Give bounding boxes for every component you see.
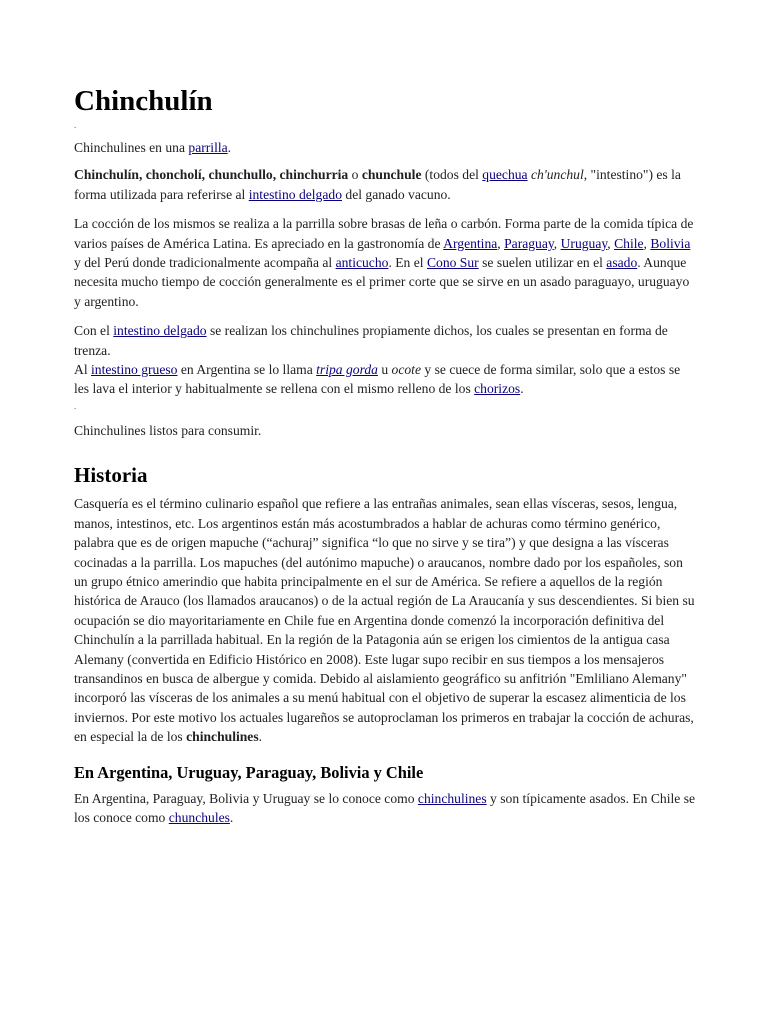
link-chile[interactable]: Chile	[614, 235, 644, 251]
link-argentina[interactable]: Argentina	[443, 235, 498, 251]
intro-paragraph	[74, 165, 696, 204]
text: (todos del	[421, 167, 483, 183]
link-intestino-delgado-2[interactable]: intestino delgado	[113, 323, 207, 339]
link-tripa-gorda[interactable]: tripa gorda	[316, 362, 378, 378]
text: y son típicamente asados. En Chile se los conoce como	[74, 790, 696, 825]
term-italic: ch'unchul	[531, 167, 584, 183]
text: en Argentina se lo llama	[177, 362, 317, 378]
text: Con el	[74, 323, 114, 339]
text: . En el	[388, 255, 427, 271]
article	[74, 84, 696, 837]
term-bold: chunchule	[361, 167, 422, 183]
image-caption-2: Chinchulines listos para consumir.	[74, 422, 262, 438]
page-title: Chinchulín	[74, 85, 213, 117]
section-heading-historia: Historia	[74, 463, 148, 488]
text: ,	[553, 235, 561, 251]
trenza-paragraph	[74, 321, 696, 399]
coccion-paragraph	[74, 214, 696, 311]
link-intestino-grueso[interactable]: intestino grueso	[91, 362, 178, 378]
term-bold: chinchulines	[186, 729, 259, 745]
term-italic: ocote	[391, 362, 421, 378]
text: .	[229, 809, 234, 825]
section-heading-paises: En Argentina, Uruguay, Paraguay, Bolivia y Chile	[74, 762, 424, 782]
text: . Aunque necesita mucho tiempo de cocción generalmente es el primer corte que se sirve en un asado paraguayo, uruguayo y argentino.	[74, 255, 690, 309]
text: .	[520, 381, 524, 397]
text: y del Perú donde tradicionalmente acompaña al	[74, 255, 336, 271]
link-cono-sur[interactable]: Cono Sur	[426, 255, 479, 271]
text: ,	[497, 235, 505, 251]
text: La cocción de los mismos se realiza a la parrilla sobre brasas de leña o carbón. Forma parte de la comida típica de varios países de América Latina. Es apreciado en la gastronomía de	[74, 216, 694, 251]
link-uruguay[interactable]: Uruguay	[560, 235, 608, 251]
link-chorizos[interactable]: chorizos	[474, 381, 521, 397]
caption-text: Chinchulines en una	[74, 140, 189, 155]
link-quechua[interactable]: quechua	[482, 167, 528, 183]
text: y se cuece de forma similar, solo que a estos se les lava el interior y habitualmente se rellena con el mismo relleno de los	[74, 362, 681, 397]
image-placeholder-mark: .	[74, 400, 77, 411]
link-chunchules[interactable]: chunchules	[168, 809, 230, 825]
text: , "intestino") es la forma utilizada para referirse al	[74, 167, 681, 202]
link-intestino-delgado[interactable]: intestino delgado	[248, 186, 342, 202]
link-bolivia[interactable]: Bolivia	[650, 235, 691, 251]
text: u	[377, 362, 392, 378]
text: ,	[607, 235, 615, 251]
paises-paragraph	[74, 789, 696, 828]
text: En Argentina, Paraguay, Bolivia y Uruguay se lo conoce como	[74, 790, 418, 806]
caption-text-end: .	[227, 140, 232, 155]
text: del ganado vacuno.	[342, 186, 451, 202]
link-asado[interactable]: asado	[606, 255, 638, 271]
link-paraguay[interactable]: Paraguay	[504, 235, 554, 251]
text: Al	[74, 362, 91, 378]
text: .	[258, 729, 263, 745]
text: ,	[643, 235, 651, 251]
historia-paragraph	[74, 494, 696, 746]
text: se suelen utilizar en el	[478, 255, 607, 271]
text: se realizan los chinchulines propiamente dichos, los cuales se presentan en forma de trenza.	[74, 323, 668, 358]
link-anticucho[interactable]: anticucho	[335, 255, 389, 271]
text: Casquería es el término culinario español que refiere a las entrañas animales, sean ellas vísceras, sesos, lengua, manos, intestinos, etc. Los argentinos están más acostumbrados a hablar de achuras como término genérico, palabra que es de origen mapuche (“achuraj” significa “lo que no sirve y se tira”) y que designa a las vísceras cocinadas a la parrilla. Los mapuches (del autónimo mapuche) o araucanos, nombre dado por los españoles, son un grupo étnico amerindio que habita principalmente en el sur de América. Se refiere a aquellos de la región histórica de Arauco (los llamados araucanos) o de la actual región de La Araucanía y sus descendientes. Si bien su ocupación se dio mayoritariamente en Chile fue en Argentina donde comenzó la incorporación definitiva del Chinchulín a la parrillada habitual. En la región de la Patagonia aún se erigen los cimientos de la antigua casa Alemany (convertida en Edificio Histórico en 2008). Este lugar supo recibir en sus tiempos a los mensajeros transandinos en busca de albergue y comida. Debido al aislamiento geográfico su anfitrión "Emliliano Alemany" incorporó las vísceras de los animales a su menú habitual con el objetivo de superar la escasez alimenticia de los inviernos. Por este motivo los actuales lugareños se autoproclaman los primeros en trabajar la cocción de achuras, en especial la de los	[74, 496, 695, 745]
text: o	[348, 167, 362, 183]
image-caption	[74, 138, 696, 157]
link-parrilla[interactable]: parrilla	[188, 140, 228, 155]
link-chinchulines[interactable]: chinchulines	[417, 790, 487, 806]
image-placeholder-mark: .	[74, 120, 77, 130]
term-bold: Chinchulín, choncholí, chunchullo, chinchurria	[74, 167, 349, 183]
